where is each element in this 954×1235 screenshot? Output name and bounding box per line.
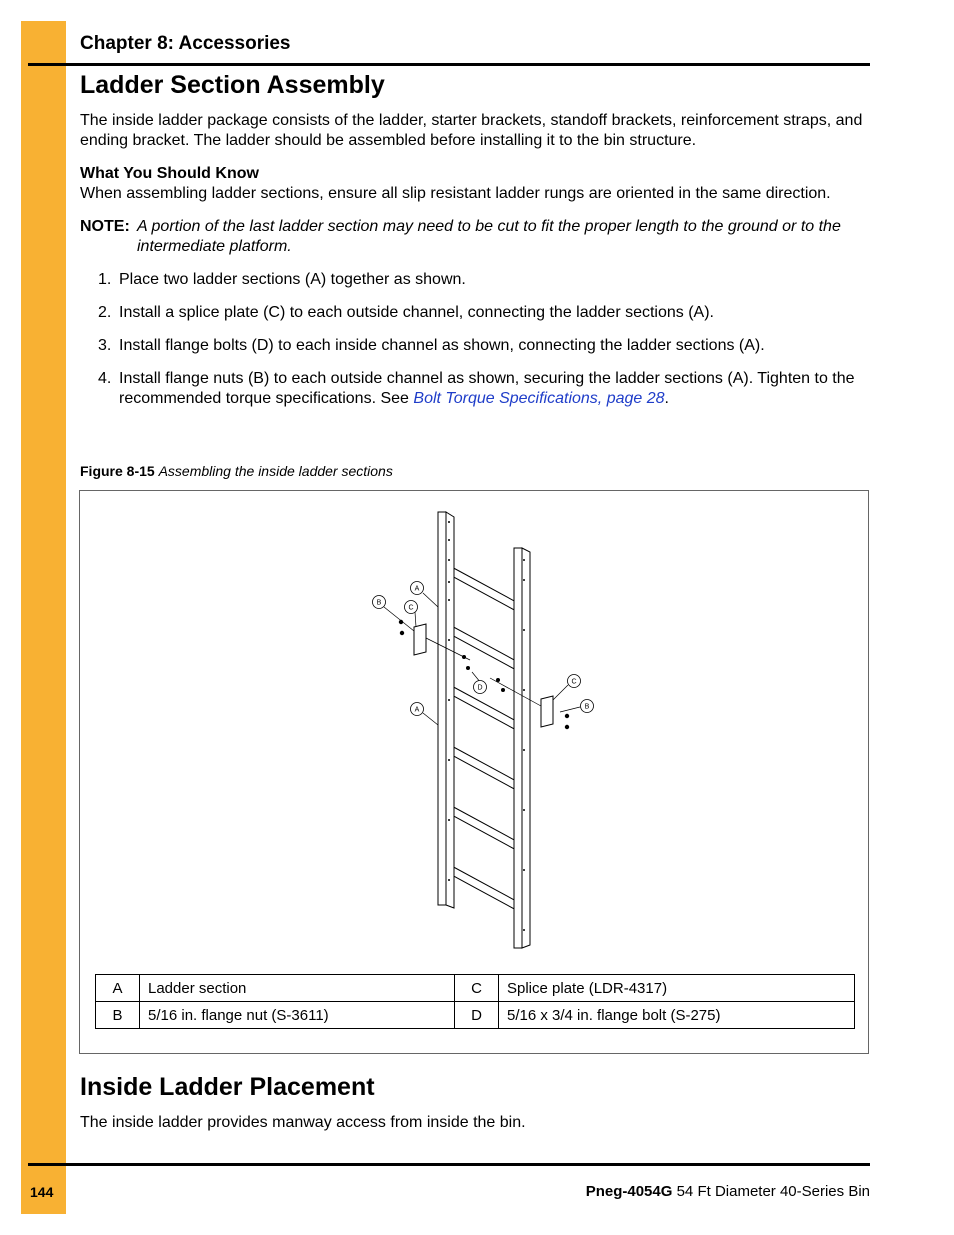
step-number: 2. [98,304,112,321]
inside-placement-paragraph: The inside ladder provides manway access from inside the bin. [80,1114,526,1131]
note-text: A portion of the last ladder section may need to be cut to fit the proper length to the ground or to the intermediate platform. [137,218,841,255]
step-number: 3. [98,337,112,354]
legend-value: Ladder section [140,975,455,1002]
step-list [80,270,870,409]
right-ladder-channel [514,548,522,948]
doc-title: 54 Ft Diameter 40-Series Bin [672,1183,870,1200]
bolt-torque-link[interactable]: Bolt Torque Specifications, page 28 [413,390,665,407]
chapter-heading: Chapter 8: Accessories [80,33,291,54]
step-item [80,270,870,303]
left-ladder-channel [438,512,446,905]
step-text: Install a splice plate (C) to each outside channel, connecting the ladder sections (A). [119,304,714,321]
step-item [80,336,870,369]
parts-legend-table [95,974,855,1029]
callout-label: B [376,599,382,607]
table-row [96,975,855,1002]
note-label: NOTE: [80,218,130,235]
legend-value: Splice plate (LDR-4317) [499,975,855,1002]
step-text-body: Install flange nuts (B) to each outside channel as shown, securing the ladder sections (A). Tighten to the recommended torque specifications. See [119,370,855,407]
callout-label: C [571,678,577,686]
footer-rule [28,1163,870,1166]
legend-key: D [455,1002,499,1029]
step-item [80,369,870,409]
section-title-ladder-assembly: Ladder Section Assembly [80,71,385,99]
callout-label: A [414,706,420,714]
figure-caption [80,463,393,479]
legend-key: C [455,975,499,1002]
ladder-assembly-drawing [360,505,620,960]
chapter-sidebar-bar [21,21,66,1214]
step-text: Install flange bolts (D) to each inside channel as shown, connecting the ladder sections (A). [119,337,765,354]
section-title-inside-ladder-placement: Inside Ladder Placement [80,1073,375,1101]
callout-label: D [477,684,483,692]
footer-doc-title [586,1183,870,1200]
splice-plate-right [541,696,553,727]
splice-plate-left [414,624,426,655]
figure-caption-text: Assembling the inside ladder sections [158,463,393,479]
legend-key: A [96,975,140,1002]
callout-label: B [584,703,590,711]
callout-label: C [408,604,414,612]
step-number: 4. [98,370,112,387]
callout-label: A [414,585,420,593]
legend-value: 5/16 in. flange nut (S-3611) [140,1002,455,1029]
step-text [119,369,869,409]
figure-label: Figure 8-15 [80,463,155,479]
page-number: 144 [30,1184,54,1200]
step-text: Place two ladder sections (A) together as shown. [119,271,466,288]
what-you-should-know-body: When assembling ladder sections, ensure all slip resistant ladder rungs are oriented in the same direction. [80,185,831,202]
intro-paragraph: The inside ladder package consists of the ladder, starter brackets, standoff brackets, reinforcement straps, and ending bracket. The ladder should be assembled before installing it to the bin structure. [80,112,863,149]
step-text-tail: . [664,390,669,407]
what-you-should-know-heading: What You Should Know [80,165,259,182]
step-item [80,303,870,336]
header-rule [28,63,870,66]
legend-value: 5/16 x 3/4 in. flange bolt (S-275) [499,1002,855,1029]
step-number: 1. [98,271,112,288]
rung-group [448,565,518,911]
doc-id: Pneg-4054G [585,1183,673,1200]
table-row [96,1002,855,1029]
legend-key: B [96,1002,140,1029]
